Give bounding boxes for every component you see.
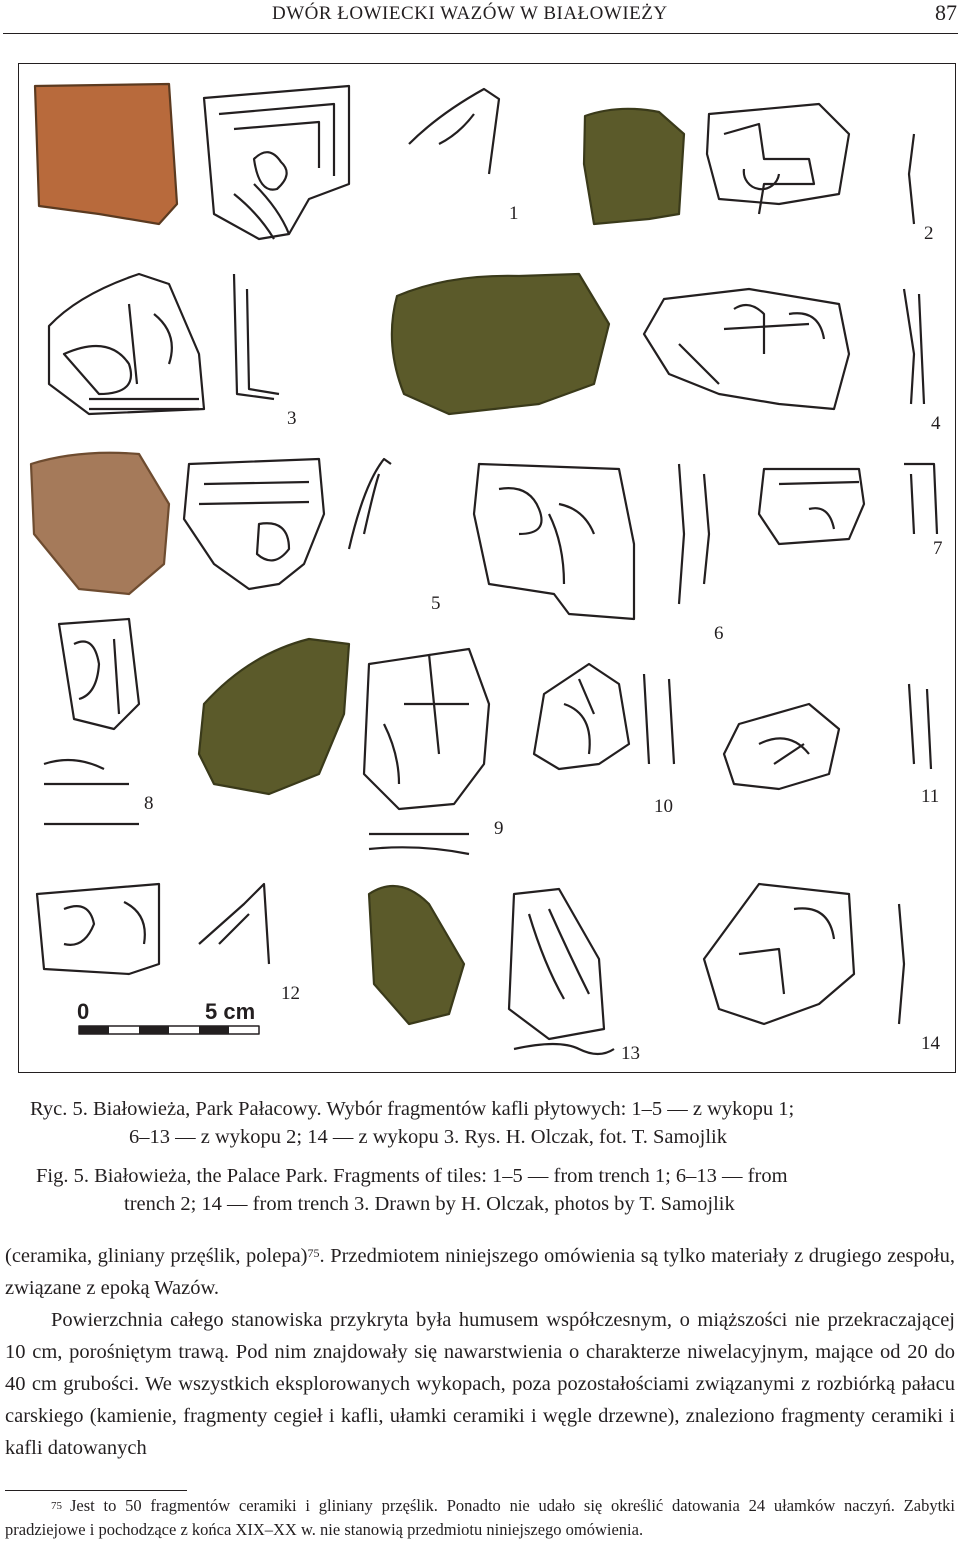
fragment-number-label: 10 (654, 796, 673, 817)
fragment-13-profile (514, 1044, 614, 1054)
scale-zero-label: 0 (77, 999, 90, 1024)
fragment-number-label: 7 (933, 538, 943, 559)
fragment-number-label: 12 (281, 983, 300, 1004)
fragment-3-drawing (49, 274, 204, 414)
caption-pl-line-1: Ryc. 5. Białowieża, Park Pałacowy. Wybór fragmentów kafli płytowych: 1–5 — z wykopu 1; (30, 1098, 795, 1120)
fragment-13-drawing (509, 889, 604, 1039)
page-header (0, 0, 960, 34)
footnote-ref[interactable]: 75 (307, 1246, 320, 1260)
running-head: DWÓR ŁOWIECKI WAZÓW W BIAŁOWIEŻY (272, 3, 668, 24)
fragment-11-drawing (724, 704, 839, 789)
fragment-5-profile (349, 459, 391, 549)
fragment-number-label: 3 (287, 408, 297, 429)
fragment-9-photo (199, 639, 349, 794)
fragment-2-drawing (707, 104, 849, 204)
fragment-1-profile (409, 89, 499, 174)
fragment-number-label: 9 (494, 818, 504, 839)
fragment-9-drawing (364, 649, 489, 809)
fragment-number-label: 1 (509, 203, 519, 224)
fragment-3-profile (234, 274, 279, 399)
fragment-7-drawing (759, 469, 864, 544)
fragment-number-label: 11 (921, 786, 940, 807)
fragment-number-label: 13 (621, 1043, 640, 1064)
scale-unit-label: 5 cm (205, 999, 256, 1024)
fragment-11-profile (909, 684, 931, 769)
paragraph-1: (ceramika, gliniany przęślik, polepa)$^{75}$. Przedmiotem niniejszego omówienia są tylko materiały z drugiego zespołu, związane z epoką Wazów. (5, 1245, 955, 1299)
fragment-7-profile (904, 464, 937, 534)
fragment-2-profile (909, 134, 914, 224)
fragment-5-drawing (184, 459, 324, 589)
fragment-10-profile (644, 674, 674, 764)
caption-en-line-2: trench 2; 14 — from trench 3. Drawn by H. Olczak, photos by T. Samojlik (124, 1193, 735, 1215)
fragment-1-photo (35, 84, 177, 224)
fragment-8-drawing (59, 619, 139, 729)
body-text (5, 1240, 955, 1464)
caption-pl-line-2: 6–13 — z wykopu 2; 14 — z wykopu 3. Rys. H. Olczak, fot. T. Samojlik (129, 1126, 727, 1148)
footnote (5, 1494, 955, 1542)
fragment-number-label: 5 (431, 593, 441, 614)
fragment-6-drawing (474, 464, 634, 619)
footnote-text: Jest to 50 fragmentów ceramiki i gliniany przęślik. Ponadto nie udało się określić datowania 24 ułamków naczyń. Zabytki pradziejowe i pochodzące z końca XIX–XX w. nie stanowią przedmiotu niniejszego omówienia. (5, 1496, 955, 1539)
fragment-8-profile (44, 760, 139, 824)
fragment-2-photo (584, 109, 684, 224)
fragment-number-label: 8 (144, 793, 154, 814)
fragment-number-label: 14 (921, 1033, 940, 1054)
fragment-4-profile (904, 289, 924, 404)
fragment-4-drawing (644, 289, 849, 409)
caption-en-line-1: Fig. 5. Białowieża, the Palace Park. Fragments of tiles: 1–5 — from trench 1; 6–13 — from (36, 1165, 788, 1187)
fragment-number-label: 4 (931, 413, 941, 434)
scale-bar (79, 1026, 259, 1034)
fragment-12-profile (199, 884, 269, 964)
figure-tile-fragments (18, 63, 956, 1073)
footnote-number: 75 (51, 1500, 62, 1512)
fragment-12-drawing (37, 884, 159, 974)
fragment-5-photo (31, 453, 169, 594)
paragraph-2: Powierzchnia całego stanowiska przykryta była humusem współczesnym, o miąższości nie przekraczającej 10 cm, porośniętym trawą. Pod nim znajdowały się nawarstwienia o charakterze niwelacyjnym, mające od 20 do 40 cm grubości. We wszystkich eksplorowanych wykopach, poza pozostałościami związanymi z rozbiórką pałacu carskiego (kamienie, fragmenty cegieł i kafli, ułamki ceramiki i węgle drzewne), znaleziono fragmenty ceramiki i kafli datowanych (5, 1309, 955, 1459)
footnote-rule (5, 1490, 187, 1491)
page-number: 87 (935, 0, 957, 25)
fragment-6-profile (679, 464, 709, 604)
fragment-13-photo (369, 886, 464, 1024)
header-rule (3, 33, 958, 34)
fragment-number-label: 6 (714, 623, 724, 644)
fragment-9-profile (369, 834, 469, 854)
fragment-4-photo (392, 274, 609, 414)
fragment-14-profile (899, 904, 904, 1024)
fragment-number-label: 2 (924, 223, 934, 244)
figure-plate (19, 64, 955, 1072)
